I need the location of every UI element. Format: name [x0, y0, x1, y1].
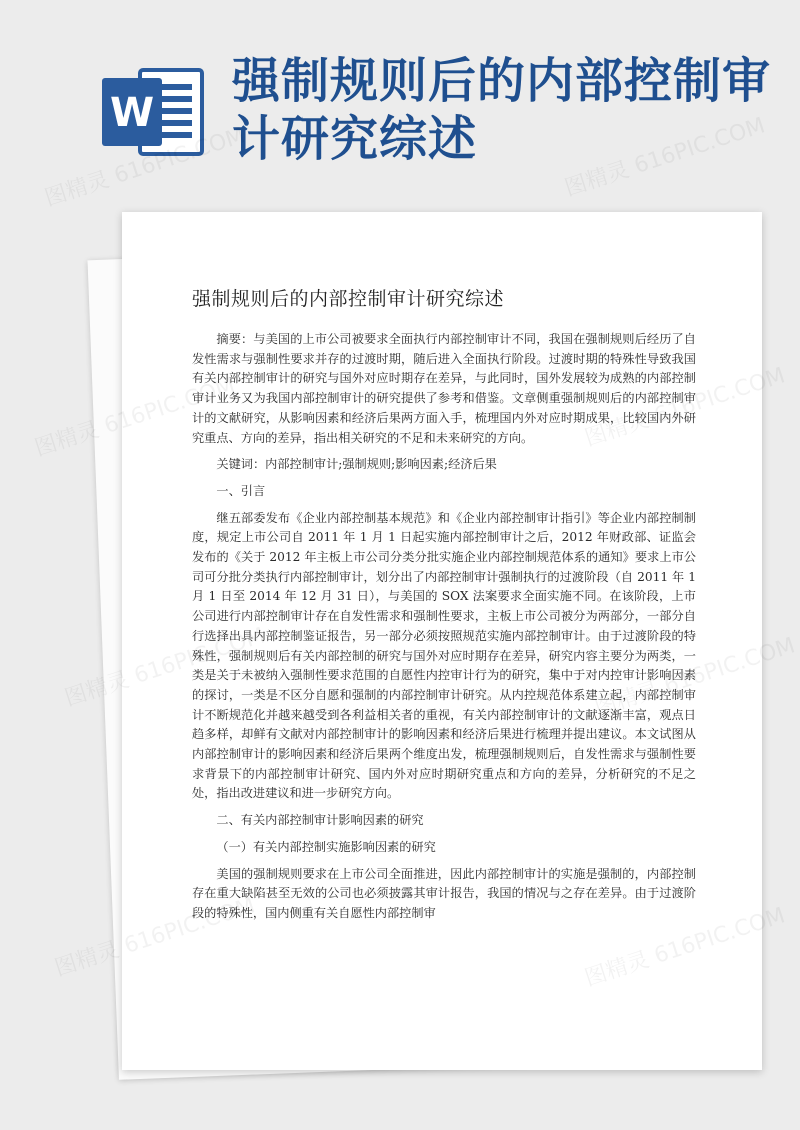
- watermark-text: 图精灵: [61, 667, 133, 712]
- banner: [0, 0, 800, 210]
- document-body: [192, 330, 696, 924]
- watermark-text: 图精灵: [31, 417, 103, 462]
- document-title: 强制规则后的内部控制审计研究综述: [192, 288, 505, 310]
- watermark-text: 图精灵: [51, 937, 123, 982]
- section-heading-introduction: 一、引言: [216, 483, 266, 498]
- subsection-heading-implementation: （一）有关内部控制实施影响因素的研究: [216, 839, 436, 854]
- keywords-line: 关键词：内部控制审计;强制规则;影响因素;经济后果: [216, 457, 497, 472]
- watermark-text: 图精灵 616PIC.COM: [41, 123, 249, 212]
- section-heading-influencing-factors: 二、有关内部控制审计影响因素的研究: [216, 813, 424, 828]
- abstract-paragraph: 摘要：与美国的上市公司被要求全面执行内部控制审计不同，我国在强制规则后经历了自发性需求与强制性要求并存的过渡时期，随后进入全面执行阶段。过渡时期的特殊性导致我国有关内部控制审计的研究与国外对应时期存在差异，与此同时，国外发展较为成熟的内部控制审计业务又为我国内部控制审计的研究提供了参考和借鉴。文章侧重强制规则后的内部控制审计的文献研究，从影响因素和经济后果两方面入手，梳理国内外对应时期成果，比较国内外研究重点、方向的差异，指出相关研究的不足和未来研究的方向。: [192, 332, 696, 445]
- introduction-paragraph: 继五部委发布《企业内部控制基本规范》和《企业内部控制审计指引》等企业内部控制制度，规定上市公司自 2011 年 1 月 1 日起实施内部控制审计之后，2012 年财政部、证监会发布的《关于 2012 年主板上市公司分类分批实施企业内部控制规范体系的通知》要求上市公司可分批分类执行内部控制审计，划分出了内部控制审计强制执行的过渡阶段（自 2011 年 1 月 1 日至 2014 年 12 月 31 日），与美国的 SOX 法案要求全面实施不同。在该阶段，上市公司进行内部控制审计存在自发性需求和强制性要求，主板上市公司被分为两部分，一部分自行选择出具内部控制鉴证报告，另一部分必须按照规范实施内部控制审计。由于过渡阶段的特殊性，强制规则后有关内部控制的研究与国外对应时期存在差异，研究内容主要分为两类，一类是关于未被纳入强制性要求范围的自愿性内控审计行为的研究，集中于对内控审计影响因素的探讨，一类是不区分自愿和强制的内部控制审计研究。从内控规范体系建立起，内部控制审计不断规范化并越来越受到各利益相关者的重视，有关内部控制审计的文献逐渐丰富，观点日趋多样，却鲜有文献对内部控制审计的影响因素和经济后果进行梳理并提出建议。本文试图从内部控制审计的影响因素和经济后果两个维度出发，梳理强制规则后，自发性需求与强制性要求背景下的内部控制审计研究、国内外对应时期研究重点和方向的差异，分析研究的不足之处，指出改进建议和进一步研究方向。: [192, 510, 696, 801]
- word-icon-letter: W: [109, 90, 155, 136]
- implementation-paragraph: 美国的强制规则要求在上市公司全面推进，因此内部控制审计的实施是强制的，内部控制存在重大缺陷甚至无效的公司也必须披露其审计报告，我国的情况与之存在差异。由于过渡阶段的特殊性，国内侧重有关自愿性内部控制审: [192, 866, 696, 920]
- document-page: [122, 212, 762, 1070]
- banner-title: 强制规则后的内部控制审计研究综述: [232, 53, 772, 167]
- word-document-icon: [100, 62, 212, 162]
- watermark-text: 图精灵 616PIC.COM: [561, 113, 769, 202]
